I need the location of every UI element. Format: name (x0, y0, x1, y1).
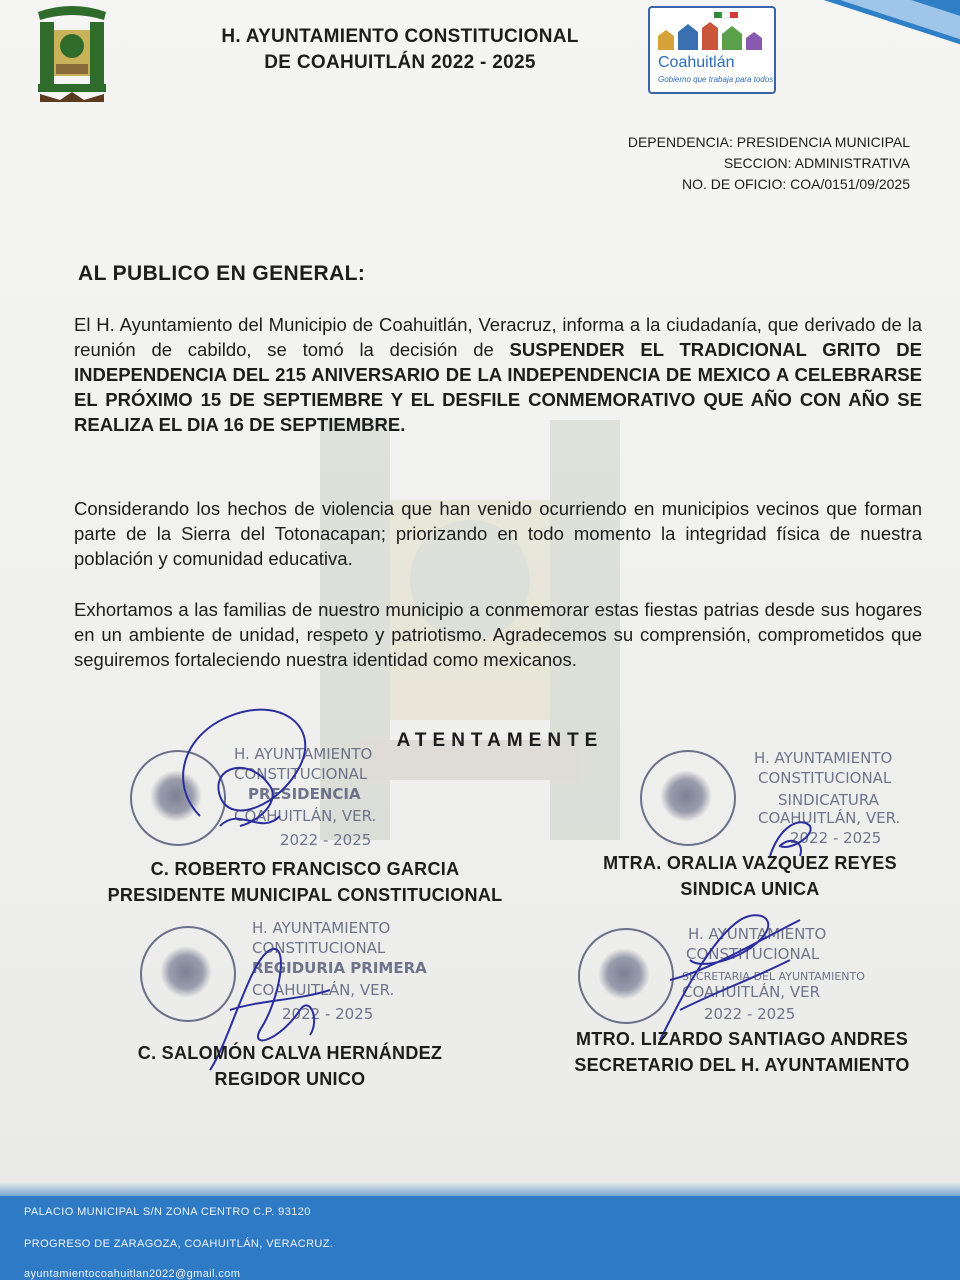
stamp-line: COAHUITLÁN, VER (682, 983, 821, 1001)
signer-role: REGIDOR UNICO (214, 1069, 366, 1089)
town-skyline-icon (650, 8, 770, 54)
stamp-line: COAHUITLÁN, VER. (252, 981, 395, 999)
signer-role: SINDICA UNICA (680, 879, 820, 899)
signature-president (160, 696, 330, 846)
stamp-line: H. AYUNTAMIENTO (234, 745, 373, 763)
document-footer (0, 1196, 960, 1280)
stamp-line: SINDICATURA (778, 791, 879, 809)
signer-name: MTRA. ORALIA VAZQUEZ REYES (603, 853, 897, 873)
stamp-line: PRESIDENCIA (248, 785, 361, 803)
paragraph-exhortation: Exhortamos a las familias de nuestro municipio a conmemorar estas fiestas patrias desde sus hogares en un ambiente de unidad, respeto y patriotismo. Agradecemos su comprensión, comprometidos que seguiremos fortaleciendo nuestra identidad como mexicanos. (74, 599, 922, 670)
signer-role: PRESIDENTE MUNICIPAL CONSTITUCIONAL (107, 885, 503, 905)
stamp-line: H. AYUNTAMIENTO (688, 925, 827, 943)
signer-sindica (570, 850, 930, 902)
stamp-line: H. AYUNTAMIENTO (252, 919, 391, 937)
meta-oficio: NO. DE OFICIO: COA/0151/09/2025 (682, 176, 910, 192)
meta-dependencia: DEPENDENCIA: PRESIDENCIA MUNICIPAL (627, 134, 910, 150)
stamp-line: CONSTITUCIONAL (252, 939, 386, 957)
municipal-emblem-logo (34, 4, 110, 104)
header-title-line1: H. AYUNTAMIENTO CONSTITUCIONAL (221, 26, 579, 47)
office-reference-block (628, 132, 910, 195)
stamp-line: COAHUITLÁN, VER. (234, 807, 377, 825)
greeting-heading: AL PUBLICO EN GENERAL: (78, 262, 366, 285)
header-title-line2: DE COAHUITLÁN 2022 - 2025 (264, 52, 536, 73)
meta-seccion: SECCION: ADMINISTRATIVA (723, 155, 910, 171)
closing-atentamente: ATENTAMENTE (396, 730, 604, 751)
coahuitlan-government-logo (648, 6, 776, 94)
right-logo-wordmark: Coahuitlán (658, 54, 735, 71)
footer-address-line2: PROGRESO DE ZARAGOZA, COAHUITLÁN, VERACRUZ. (24, 1238, 334, 1250)
national-seal-icon (640, 750, 736, 846)
stamp-line: 2022 - 2025 (280, 831, 372, 849)
signer-name: C. ROBERTO FRANCISCO GARCIA (150, 859, 460, 879)
paragraph-announcement-text: El H. Ayuntamiento del Municipio de Coahuitlán, Veracruz, informa a la ciudadanía, que derivado de la reunión de cabildo, se tomó la decisión de (74, 314, 922, 360)
signer-secretario (540, 1026, 944, 1078)
paragraph-announcement-bold: SUSPENDER EL TRADICIONAL GRITO DE INDEPENDENCIA DEL 215 ANIVERSARIO DE LA INDEPENDENCIA DE MEXICO A CELEBRARSE EL PRÓXIMO 15 DE SEPTIEMBRE Y EL DESFILE CONMEMORATIVO QUE AÑO CON AÑO SE REALIZA EL DIA 16 DE SEPTIEMBRE. (74, 339, 922, 435)
signer-role: SECRETARIO DEL H. AYUNTAMIENTO (574, 1055, 910, 1075)
stamp-line: SECRETARIA DEL AYUNTAMIENTO (682, 970, 865, 983)
signer-name: MTRO. LIZARDO SANTIAGO ANDRES (575, 1029, 909, 1049)
stamp-line: 2022 - 2025 (790, 829, 882, 847)
signer-name: C. SALOMÓN CALVA HERNÁNDEZ (137, 1043, 443, 1063)
right-logo-motto: Gobierno que trabaja para todos (658, 75, 774, 84)
stamp-line: COAHUITLÁN, VER. (758, 809, 901, 827)
footer-address-line1: PALACIO MUNICIPAL S/N ZONA CENTRO C.P. 93120 (24, 1206, 311, 1218)
signer-president (60, 856, 550, 908)
stamp-line: CONSTITUCIONAL (686, 945, 820, 963)
document-header-title (160, 24, 640, 76)
stamp-line: 2022 - 2025 (704, 1005, 796, 1023)
paragraph-reason: Considerando los hechos de violencia que han venido ocurriendo en municipios vecinos que forman parte de la Sierra del Totonacapan; priorizando en todo momento la integridad física de nuestra población y comunidad educativa. (74, 498, 922, 569)
stamp-line: CONSTITUCIONAL (234, 765, 368, 783)
paragraph-announcement (74, 312, 922, 437)
stamp-line: 2022 - 2025 (282, 1005, 374, 1023)
footer-email: ayuntamientocoahuitlan2022@gmail.com (24, 1268, 241, 1280)
stamp-line: H. AYUNTAMIENTO (754, 749, 893, 767)
stamp-line: CONSTITUCIONAL (758, 769, 892, 787)
stamp-line: REGIDURIA PRIMERA (252, 959, 427, 977)
signer-regidor (100, 1040, 480, 1092)
